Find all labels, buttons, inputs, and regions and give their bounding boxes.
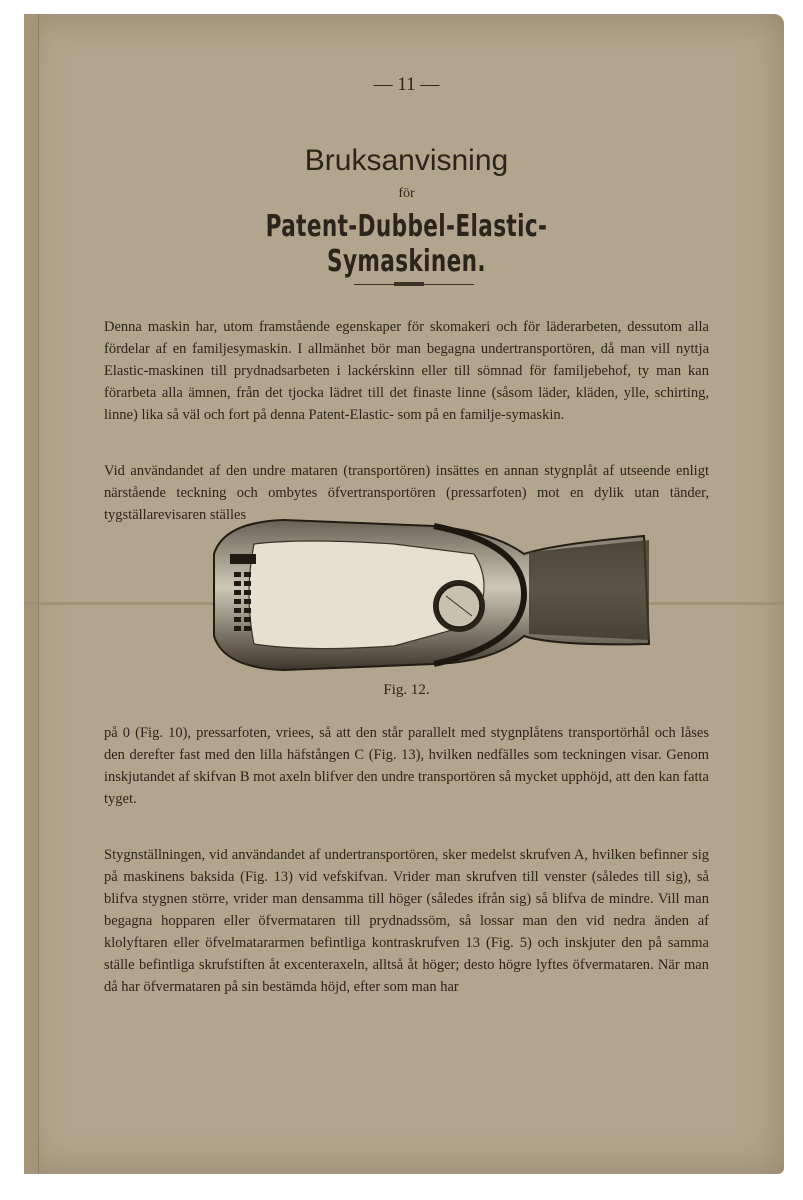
- title-divider-mark: [394, 282, 424, 286]
- page-title: Bruksanvisning: [304, 144, 509, 177]
- paragraph-2: Vid användandet af den undre mataren (transportören) insättes en annan stygnplåt af utseende enligt närstående teckning och ombytes öfvertransportören (pressarfoten) mot en dylik utan tänder, tygställarevisaren ställes: [104, 463, 709, 523]
- paragraph-4: Stygnställningen, vid användandet af undertransportören, sker medelst skrufven A, hvilken befinner sig på maskinens baksida (Fig. 13) vid vefskifvan. Vrider man skrufven till venster (således till sig), så blifva stygnen större, vrider man densamma till höger (således ifrån sig) så blifva de mindre. Vill man begagna hopparen eller öfvermataren till prydnadssöm, så lossar man den vid nedra änden af klolyftaren eller öfvelmatararmen befintliga kontraskrufven 13 (Fig. 5) och inskjuter den på samma ställe befintliga skrufstiften åt excenteraxeln, alltså åt höger; desto högre lyftes öfvermataren. När man då har öfvermataren på sin bestämda höjd, efter som man har: [104, 847, 709, 995]
- page-spine: [24, 14, 39, 1174]
- document-page: [24, 14, 784, 1174]
- page-number: — 11 —: [373, 74, 440, 95]
- figure-caption: Fig. 12.: [383, 682, 430, 698]
- title-preposition: för: [398, 186, 415, 201]
- product-title: Patent-Dubbel-Elastic-Symaskinen.: [265, 209, 548, 279]
- paragraph-3: på 0 (Fig. 10), pressarfoten, vriees, så att den står parallelt med stygnplåtens transportörhål och låses den derefter fast med den lilla häfstången C (Fig. 13), hvilken nedfälles som teckningen visar. Genom inskjutandet af skifvan B mot axeln blifver den undre transportören så mycket upphöjd, att den kan fatta tyget.: [104, 725, 709, 807]
- stitch-plate-illustration: [194, 514, 654, 674]
- paragraph-1: Denna maskin har, utom framstående egenskaper för skomakeri och för läderarbeten, dessutom alla fördelar af en familjesymaskin. I allmänhet bör man begagna undertransportören, då man vill nyttja Elastic-maskinen till prydnadsarbeten i lackérskinn eller till sömnad för familjebehof, ty man kan förarbeta alla ämnen, från det tjocka lädret till det finaste linne (såsom läder, kläden, ylle, schirting, linne) lika så väl och fort på denna Patent-Elastic- som på en familje-symaskin.: [104, 319, 709, 423]
